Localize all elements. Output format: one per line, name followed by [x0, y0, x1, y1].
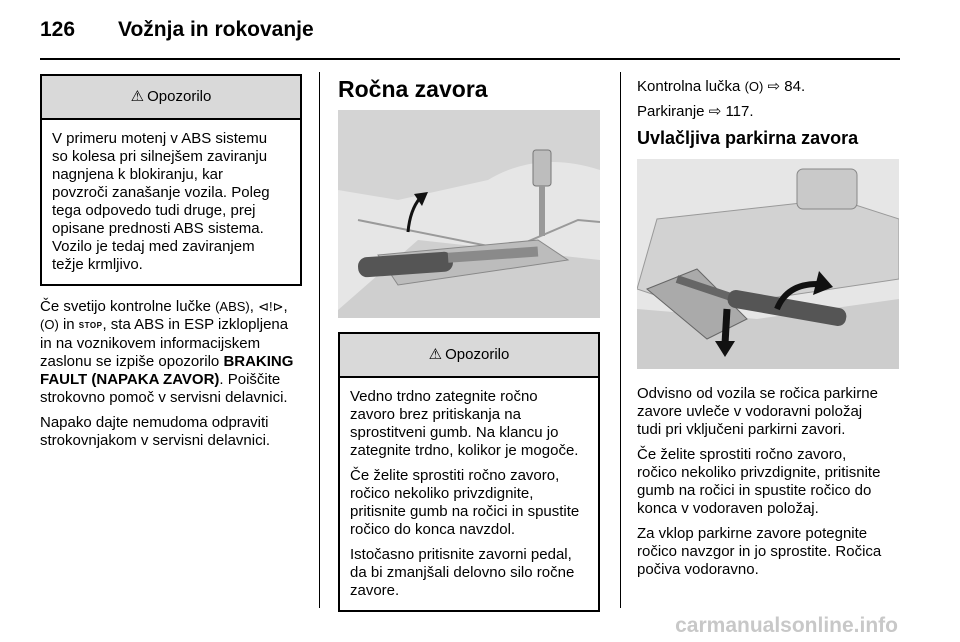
page-header: [40, 18, 314, 42]
warning-body: [42, 120, 300, 284]
header-rule: [40, 58, 900, 60]
brake-lamp-icon: (O): [744, 79, 764, 94]
subsection-heading: Uvlačljiva parkirna zavora: [637, 128, 859, 148]
chapter-title: Vožnja in rokovanje: [118, 18, 314, 41]
braking-fault-text-2: FAULT (NAPAKA ZAVOR): [40, 371, 220, 388]
retractable-paragraph-1: Odvisno od vozila se ročica parkirne zavore uvleče v vodoravni položaj tudi pri vključeni parkirni zavori.: [637, 385, 878, 438]
column-divider-1: [319, 72, 320, 608]
warning-line: nagnjena k blokiranju, kar: [52, 166, 223, 183]
brake-lamp-icon: (O): [40, 317, 59, 332]
reference-lamp: Kontrolna lučka (O) ⇨ 84.: [637, 78, 806, 95]
column-divider-2: [620, 72, 621, 608]
warning-line: povzroči zanašanje vozila. Poleg: [52, 184, 270, 201]
warning-line: Vozilo je tedaj med zaviranjem: [52, 238, 255, 255]
handbrake-warning-box: [338, 332, 600, 612]
column-2: [338, 74, 600, 612]
warning-line: opisane prednosti ABS sistema.: [52, 220, 264, 237]
column-3: [637, 74, 901, 586]
warning-line: V primeru motenj v ABS sistemu: [52, 130, 268, 147]
handbrake-illustration: [338, 110, 600, 318]
watermark: carmanualsonline.info: [675, 614, 898, 637]
warning-line: težje krmljivo.: [52, 256, 143, 273]
page-number: 126: [40, 18, 76, 41]
warning-line: tega odpovedo tudi druge, prej: [52, 202, 256, 219]
braking-fault-text: BRAKING: [223, 353, 294, 370]
page-ref-arrow-icon: ⇨: [708, 103, 722, 120]
warning-triangle-icon: ⚠: [428, 346, 443, 363]
warning-triangle-icon: ⚠: [130, 88, 145, 105]
retractable-handbrake-illustration: [637, 159, 899, 369]
warning-header: [42, 76, 300, 120]
retractable-paragraph-2: Če želite sprostiti ročno zavoro, ročico nekoliko privzdignite, pritisnite gumb na ročici in spustite ročico do konca v vodoraven položaj.: [637, 446, 881, 517]
column-1: [40, 74, 302, 457]
warning-line: so kolesa pri silnejšem zaviranju: [52, 148, 268, 165]
warning-header: [340, 334, 598, 378]
warning-paragraph: Če želite sprostiti ročno zavoro, ročico nekoliko privzdignite, pritisnite gumb na ročici in spustite ročico do konca navzdol.: [350, 467, 580, 538]
warning-paragraph: Istočasno pritisnite zavorni pedal, da bi zmanjšali delovno silo ročne zavore.: [350, 546, 575, 599]
stop-lamp-icon: STOP: [78, 321, 103, 330]
warning-body: [340, 378, 598, 610]
retractable-paragraph-3: Za vklop parkirne zavore potegnite ročico navzgor in jo sprostite. Ročica počiva vodoravno.: [637, 525, 882, 578]
page-ref-arrow-icon: ⇨: [767, 78, 781, 95]
abs-warning-box: [40, 74, 302, 286]
abs-esp-paragraph: Če svetijo kontrolne lučke (ABS), ⊲!⊳, (O) in STOP, sta ABS in ESP izklopljena in na voznikovem informacijskem zaslonu se izpiše opozorilo BRAKING FAULT (NAPAKA ZAVOR). Poiščite strokovno pomoč v servisni delavnici.: [40, 298, 294, 406]
warning-paragraph: Vedno trdno zategnite ročno zavoro brez pritiskanja na sprostitveni gumb. Na klancu jo zategnite trdno, kolikor je mogoče.: [350, 388, 579, 459]
warning-title: Opozorilo: [445, 346, 510, 363]
repair-paragraph: Napako dajte nemudoma odpraviti strokovnjakom v servisni delavnici.: [40, 414, 271, 449]
abs-lamp-icon: (ABS): [215, 299, 250, 314]
section-heading: Ročna zavora: [338, 76, 488, 102]
warning-title: Opozorilo: [147, 88, 212, 105]
esp-lamp-icon: ⊲!⊳: [258, 299, 284, 314]
reference-parking: Parkiranje ⇨ 117.: [637, 103, 754, 120]
